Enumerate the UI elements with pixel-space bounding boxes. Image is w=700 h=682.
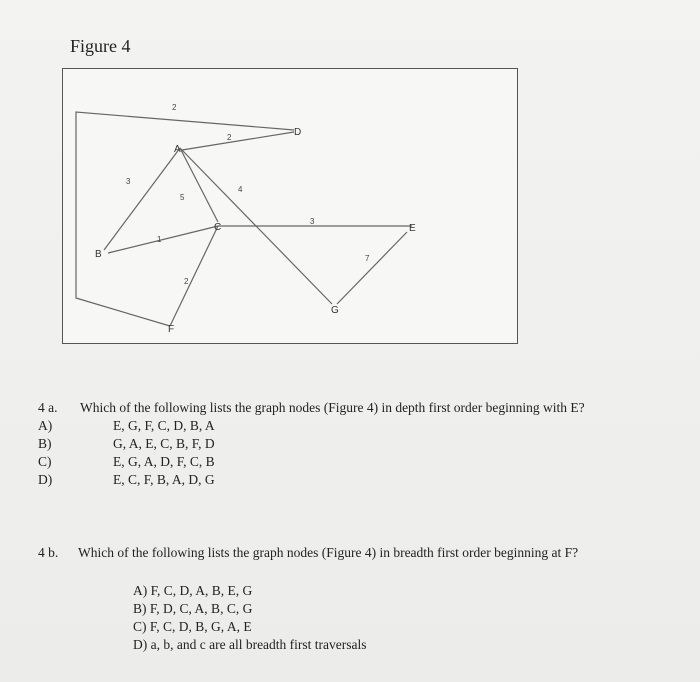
edge-a-b: [104, 148, 180, 250]
question-4b-text: Which of the following lists the graph nodes (Figure 4) in breadth first order beginning at F?: [78, 545, 579, 560]
graph-diagram: [62, 68, 516, 344]
q2-option-c: C) F, C, D, B, G, A, E: [133, 619, 252, 634]
q1-option-a-text: E, G, F, C, D, B, A: [113, 418, 215, 433]
edge-g-e: [337, 232, 407, 304]
weight-b-c: 1: [157, 235, 162, 244]
node-label-g: G: [331, 305, 339, 316]
question-4b-number: 4 b.: [38, 545, 59, 560]
weight-c-e: 3: [310, 217, 315, 226]
q1-option-b-letter: B): [38, 436, 52, 451]
node-label-a: A: [174, 144, 181, 155]
question-4b: [38, 545, 598, 561]
node-label-e: E: [409, 223, 416, 234]
q2-option-b: B) F, D, C, A, B, C, G: [133, 601, 253, 616]
weight-c-f: 2: [184, 277, 189, 286]
q1-option-d-text: E, C, F, B, A, D, G: [113, 472, 215, 487]
weight-a-b: 3: [126, 177, 131, 186]
q1-option-a-letter: A): [38, 418, 53, 433]
node-label-f: F: [168, 324, 175, 335]
node-label-c: C: [214, 222, 222, 233]
edge-c-f: [170, 226, 218, 326]
weight-a-c: 5: [180, 193, 185, 202]
q1-option-b-text: G, A, E, C, B, F, D: [113, 436, 215, 451]
figure-title: Figure 4: [70, 36, 131, 56]
edge-a-c: [180, 148, 218, 222]
question-4a: [38, 400, 585, 416]
q1-option-c-text: E, G, A, D, F, C, B: [113, 454, 215, 469]
weight-g-e: 7: [365, 254, 370, 263]
weight-a-g: 4: [238, 185, 243, 194]
node-label-d: D: [294, 127, 302, 138]
weight-a-d: 2: [227, 133, 232, 142]
q1-option-c-letter: C): [38, 454, 52, 469]
question-4a-number: 4 a.: [38, 400, 58, 415]
q2-option-a: A) F, C, D, A, B, E, G: [133, 583, 253, 598]
q2-option-d: D) a, b, and c are all breadth first traversals: [133, 637, 367, 652]
edge-a-d: [182, 132, 294, 150]
node-label-b: B: [95, 249, 102, 260]
q1-option-d-letter: D): [38, 472, 53, 487]
question-4a-text: Which of the following lists the graph nodes (Figure 4) in depth first order beginning with E?: [80, 400, 585, 415]
weight-b-d: 2: [172, 103, 177, 112]
edge-b-c: [108, 226, 218, 253]
